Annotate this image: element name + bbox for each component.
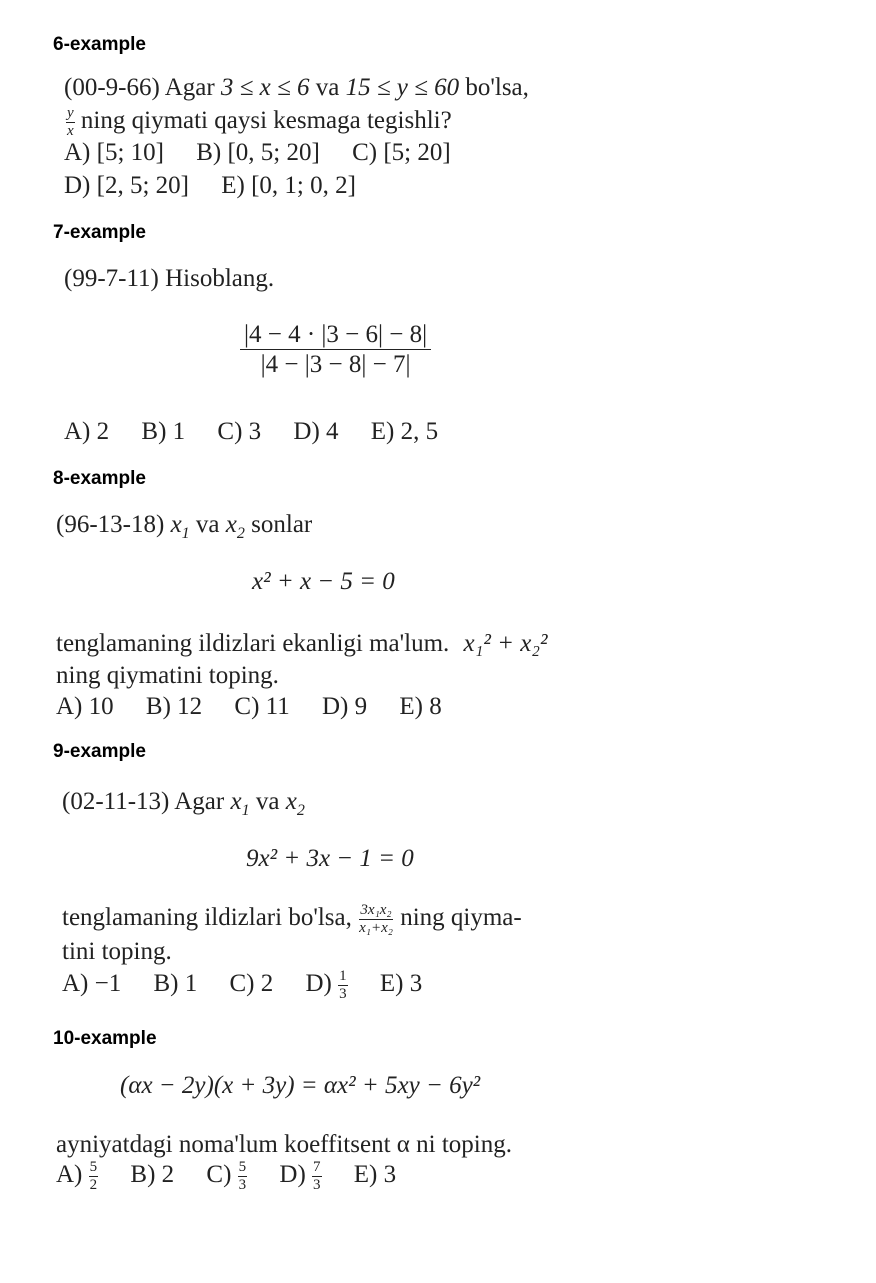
problem-code: (02-11-13) [62,788,170,815]
fraction-expression: $\frac{\text{3x₁x₂}}{\text{x₁+x₂}}$ [359,902,393,936]
option-b: B) [0, 5; 20] [196,139,320,166]
example-8-line-2: tenglamaning ildizlari ekanligi ma'lum. x₁² + x₂² [56,630,548,657]
example-9-options [62,969,422,1002]
example-7-line-1: (99-7-11) Hisoblang. [64,265,275,292]
example-10-heading: 10-example [53,1028,157,1049]
problem-code: (00-9-66) [64,74,160,101]
option-d: D) [305,970,332,998]
problem-code: (99-7-11) [64,265,159,292]
example-7-options [64,418,438,446]
option-d: D) 9 [321,693,368,720]
option-c: C) [5; 20] [352,139,451,166]
option-a: A) 2 [64,418,110,445]
example-10-equation: (αx − 2y)(x + 3y) = αx² + 5xy − 6y² [120,1072,481,1099]
option-e: E) 2, 5 [370,418,439,445]
option-c: C) 2 [229,970,274,998]
option-c: C) [206,1161,232,1189]
math-condition: 15 ≤ y ≤ 60 [345,74,460,101]
fraction-y-over-x: $\frac{y}{x}$ [67,105,74,139]
example-6-options-row-2 [64,172,356,200]
example-6-line-1: (00-9-66) Agar 3 ≤ x ≤ 6 va 15 ≤ y ≤ 60 bo'lsa, [64,74,529,101]
option-a: A) [5; 10] [64,139,164,166]
option-a-fraction: $\frac{5}{2}$ [89,1159,98,1193]
option-b: B) 2 [130,1161,175,1189]
problem-code: (96-13-18) [56,511,165,538]
example-8-line-3: ning qiymatini toping. [56,662,279,689]
math-condition: 3 ≤ x ≤ 6 [220,74,310,101]
option-c-fraction: $\frac{5}{3}$ [238,1159,247,1193]
example-6-options-row-1 [64,139,451,167]
example-9-line-3: tini toping. [62,938,172,965]
option-e: E) 3 [353,1161,397,1189]
option-e: E) 8 [399,693,442,720]
option-d: D) [2, 5; 20] [64,172,189,199]
fraction-denominator: |4 − |3 − 8| − 7| [260,351,411,378]
math-expression: x₁² + x₂² [463,630,548,657]
option-a: A) [56,1161,83,1189]
option-b: B) 12 [145,693,203,720]
example-8-line-1: (96-13-18) $x_1$ va $x_2$ sonlar [56,511,313,542]
example-10-line-1: ayniyatdagi noma'lum koeffitsent α ni toping. [56,1131,512,1158]
option-b: B) 1 [153,970,198,998]
option-a: A) −1 [62,970,122,998]
example-7-heading: 7-example [53,222,146,243]
example-6-heading: 6-example [53,34,146,55]
option-d-fraction: $\frac{1}{3}$ [339,968,347,1002]
option-e: E) 3 [379,970,423,998]
option-e: E) [0, 1; 0, 2] [221,172,356,199]
fraction-numerator: |4 − 4 · |3 − 6| − 8| [240,322,431,350]
example-9-line-1: (02-11-13) Agar $x_1$ va $x_2$ [62,788,305,819]
option-d: D) [279,1161,306,1189]
option-b: B) 1 [141,418,186,445]
option-d-fraction: $\frac{7}{3}$ [313,1159,321,1193]
option-c: C) 11 [234,693,290,720]
example-6-line-2: $\frac{y}{x}$ ning qiymati qaysi kesmaga tegishli? [67,105,452,139]
example-9-equation: 9x² + 3x − 1 = 0 [246,845,414,872]
option-a: A) 10 [56,693,114,720]
example-8-equation: x² + x − 5 = 0 [252,568,395,595]
example-8-heading: 8-example [53,468,146,489]
option-c: C) 3 [217,418,262,445]
example-8-options [56,693,442,721]
example-7-fraction [240,322,431,377]
example-9-line-2: tenglamaning ildizlari bo'lsa, $\frac{\text{3x₁x₂}}{\text{x₁+x₂}}$ ning qiyma- [62,902,522,936]
option-d: D) 4 [293,418,339,445]
example-9-heading: 9-example [53,741,146,762]
example-10-options [56,1160,396,1193]
